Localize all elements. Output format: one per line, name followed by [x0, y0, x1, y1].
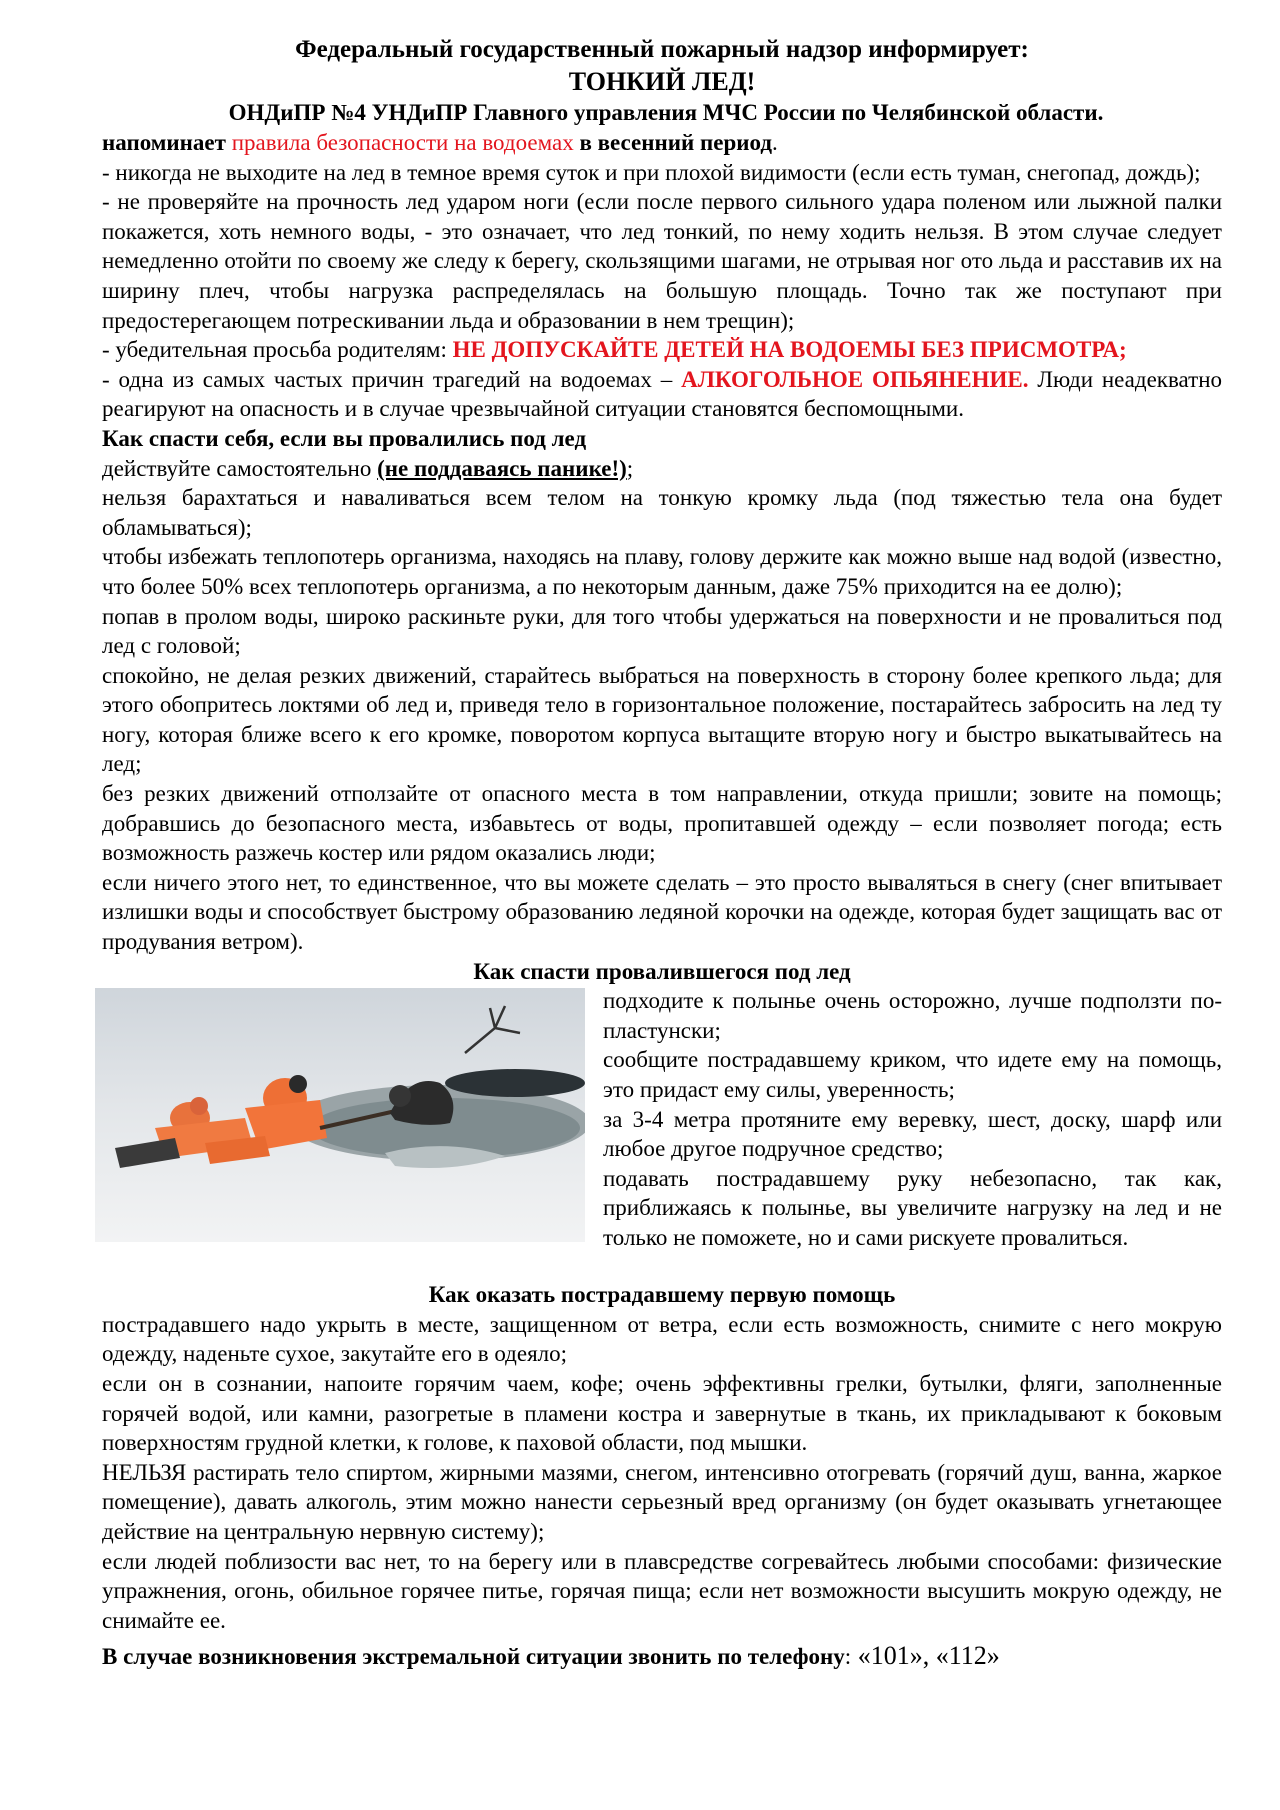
self-rescue-item: попав в пролом воды, широко раскиньте руки, для того чтобы удержаться на поверхности и не провалиться под лед с головой; [102, 603, 1222, 659]
intro-season: в весенний период [573, 130, 772, 155]
rescue-other-item: за 3-4 метра протяните ему веревку, шест, доску, шарф или любое другое подручное средство; [603, 1106, 1222, 1162]
intro-line [102, 128, 1222, 158]
notice-document [102, 34, 1222, 1672]
self-rescue-item: чтобы избежать теплопотерь организма, находясь на плаву, голову держите как можно выше над водой (известно, что более 50% всех теплопотерь организма, а по некоторым данным, даже 75% приходится на ее долю); [102, 544, 1222, 599]
notice-title: ТОНКИЙ ЛЕД! [568, 67, 756, 96]
rescue-other-heading: Как спасти провалившегося под лед [473, 958, 851, 984]
self-rescue-heading: Как спасти себя, если вы провалились под лед [102, 425, 587, 451]
rescue-other-item: подавать пострадавшему руку небезопасно, так как, приближаясь к полынье, вы увеличите нагрузку на лед и не только не поможете, но и сами рискуете провалиться. [603, 1165, 1222, 1250]
rescue-other-section [102, 986, 1222, 1280]
first-aid-item: если он в сознании, напоите горячим чаем, кофе; очень эффективны грелки, бутылки, фляги, заполненные горячей водой, или камни, разогретые в пламени костра и завернутые в ткань, их прикладывают к боковым поверхностям грудной клетки, к голове, к паховой области, под мышки. [102, 1371, 1222, 1456]
notice-heading: Федеральный государственный пожарный надзор информирует: [295, 36, 1029, 63]
rule-alcohol [102, 365, 1222, 424]
self-rescue-item: нельзя барахтаться и наваливаться всем телом на тонкую кромку льда (под тяжестью тела она будет обламываться); [102, 485, 1222, 540]
issuing-department: ОНДиПР №4 УНДиПР Главного управления МЧС России по Челябинской области. [228, 100, 1104, 125]
emergency-label: В случае возникновения экстремальной ситуации звонить по телефону [102, 1644, 845, 1670]
rule-parents [102, 335, 1222, 365]
victim-figure [389, 1081, 453, 1125]
emergency-colon: : [844, 1644, 852, 1670]
self-rescue-item: без резких движений отползайте от опасного места в том направлении, откуда пришли; зовите на помощь; добравшись до безопасного места, избавьтесь от воды, пропитавшей одежду – если позволяет погода; есть возможность разжечь костер или рядом оказались люди; [102, 781, 1222, 866]
rule-parents-warning: НЕ ДОПУСКАЙТЕ ДЕТЕЙ НА ВОДОЕМЫ БЕЗ ПРИСМОТРА; [452, 337, 1127, 363]
no-panic-emphasis: (не поддаваясь панике!) [377, 455, 627, 481]
rule-ice-test: - не проверяйте на прочность лед ударом ноги (если после первого сильного удара поленом или лыжной палки покажется, хоть немного воды, - это означает, что лед тонкий, по нему ходить нельзя. В этом случае следует немедленно отойти по своему же следу к берегу, скользящими шагами, не отрывая ног ото льда и расставив их на ширину плеч, чтобы нагрузка распределялась на большую площадь. Точно так же поступают при предостерегающем потрескивании льда и образовании в нем трещин); [102, 189, 1222, 333]
rule-alcohol-warning: АЛКОГОЛЬНОЕ ОПЬЯНЕНИЕ. [681, 366, 1029, 392]
first-aid-heading: Как оказать пострадавшему первую помощь [428, 1282, 896, 1308]
self-rescue-item: спокойно, не делая резких движений, старайтесь выбраться на поверхность в сторону более крепкого льда; для этого обопритесь локтями об лед и, приведя тело в горизонтальное положение, постарайтесь забросить на лед ту ногу, которая ближе всего к его кромке, поворотом корпуса вытащите вторую ногу и быстро выкатывайтесь на лед; [102, 662, 1222, 777]
first-aid-item: если людей поблизости вас нет, то на берегу или в плавсредстве согревайтесь любыми способами: физические упражнения, огонь, обильное горячее питье, горячая пища; если нет возможности высушить мокрую одежду, не снимайте ее. [102, 1548, 1222, 1633]
self-rescue-item-suffix: ; [626, 455, 634, 481]
rescue-other-item: сообщите пострадавшему криком, что идете ему на помощь, это придаст ему силы, уверенность; [603, 1047, 1222, 1102]
emergency-phone-numbers: «101», «112» [851, 1641, 1000, 1671]
rescue-other-instructions [603, 986, 1222, 1252]
rule-alcohol-prefix: - одна из самых частых причин трагедий на водоемах – [102, 366, 682, 392]
intro-period: . [771, 130, 778, 155]
intro-safety-rules: правила безопасности на водоемах [231, 130, 574, 155]
first-aid-item: НЕЛЬЗЯ растирать тело спиртом, жирными мазями, снегом, интенсивно отогревать (горячий душ, ванна, жаркое помещение), давать алкоголь, этим можно нанести серьезный вред организму (он будет оказывать угнетающее действие на центральную нервную систему); [102, 1459, 1222, 1544]
rule-parents-prefix: - убедительная просьба родителям: [102, 337, 453, 363]
self-rescue-item-prefix: действуйте самостоятельно [102, 455, 378, 481]
emergency-contact [102, 1641, 1222, 1672]
rule-dark-time: - никогда не выходите на лед в темное время суток и при плохой видимости (если есть туман, снегопад, дождь); [102, 159, 1201, 185]
self-rescue-item [102, 454, 1222, 484]
ice-rescue-photo [95, 988, 585, 1242]
rule-alcohol-suffix: Люди неадекватно реагируют на опасность и в случае чрезвычайной ситуации становятся беспомощными. [102, 366, 1222, 422]
first-aid-item: пострадавшего надо укрыть в месте, защищенном от ветра, если есть возможность, снимите с него мокрую одежду, наденьте сухое, закутайте его в одеяло; [102, 1311, 1222, 1367]
self-rescue-item: если ничего этого нет, то единственное, что вы можете сделать – это просто вываляться в снегу (снег впитывает излишки воды и способствует быстрому образованию ледяной корочки на одежде, которая будет защищать вас от продувания ветром). [102, 869, 1222, 955]
rescue-other-item: подходите к полынье очень осторожно, лучше подползти по-пластунски; [603, 988, 1222, 1043]
intro-reminds: напоминает [102, 130, 232, 155]
